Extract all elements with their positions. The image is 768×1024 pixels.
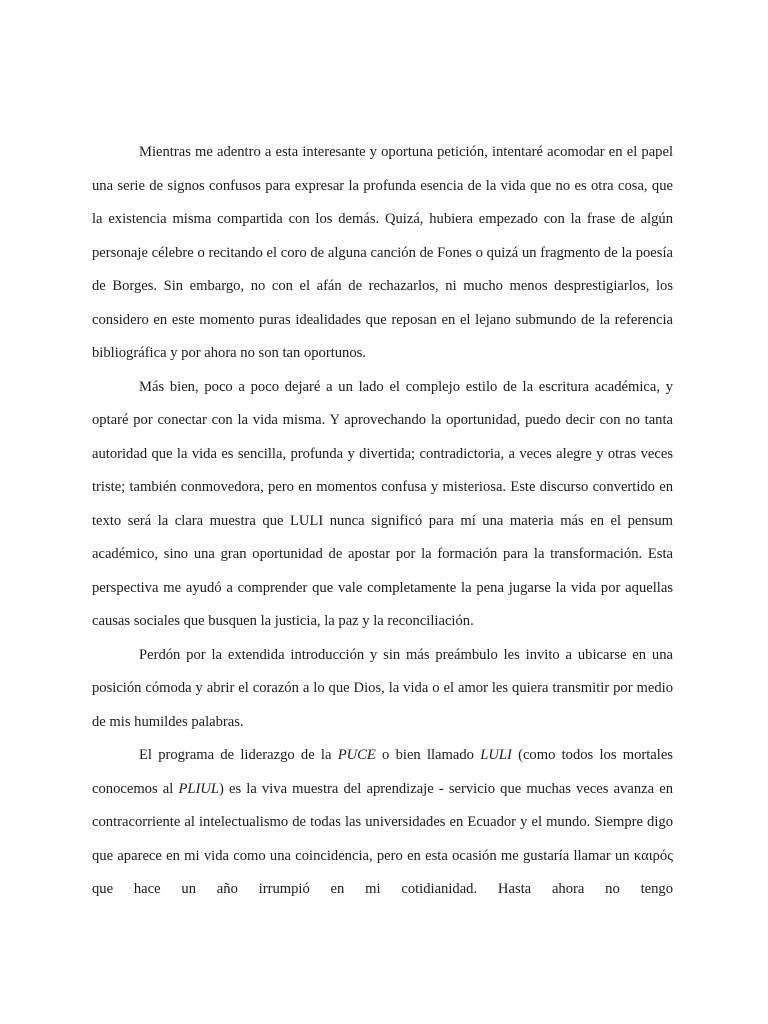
pliul-italic: PLIUL: [178, 780, 219, 797]
paragraph-4: [92, 739, 673, 907]
luli-italic: LULI: [480, 747, 512, 763]
paragraph-3: Perdón por la extendida introducción y sin más preámbulo les invito a ubicarse en una posición cómoda y abrir el corazón a lo que Dios, la vida o el amor les quiera transmitir por medio de mis humildes palabras.: [92, 646, 673, 730]
paragraph-2: Más bien, poco a poco dejaré a un lado el complejo estilo de la escritura académica, y optaré por conectar con la vida misma. Y aprovechando la oportunidad, puedo decir con no tanta autoridad que la vida es sencilla, profunda y divertida; contradictoria, a veces alegre y otras veces triste; también conmovedora, pero en momentos confusa y misteriosa. Este discurso convertido en texto será la clara muestra que LULI nunca significó para mí una materia más en el pensum académico, sino una gran oportunidad de apostar por la formación para la transformación. Esta perspectiva me ayudó a comprender que vale completamente la pena jugarse la vida por aquellas causas sociales que busquen la justicia, la paz y la reconciliación.: [92, 378, 673, 629]
paragraph-4-text: o bien llamado: [375, 747, 481, 763]
paragraph-1: Mientras me adentro a esta interesante y oportuna petición, intentaré acomodar en el papel una serie de signos confusos para expresar la profunda esencia de la vida que no es otra cosa, que la existencia misma compartida con los demás. Quizá, hubiera empezado con la frase de algún personaje célebre o recitando el coro de alguna canción de Fones o quizá un fragmento de la poesía de Borges. Sin embargo, no con el afán de rechazarlos, ni mucho menos desprestigiarlos, los considero en este momento puras idealidades que reposan en el lejano submundo de la referencia bibliográfica y por ahora no son tan oportunos.: [92, 144, 673, 361]
paragraph-4-text: (como todos los mortales conocemos al: [92, 747, 673, 797]
paragraph-4-text: ) es la viva muestra del aprendizaje - servicio que muchas veces avanza en contracorriente al intelectualismo de todas las universidades en Ecuador y el mundo. Siempre digo que aparece en mi vida como una coincidencia, pero en esta ocasión me gustaría llamar un καιρός que hace un año irrumpió en mi cotidianidad. Hasta ahora no tengo: [92, 780, 673, 897]
paragraph-4-text: El programa de liderazgo de la: [139, 747, 338, 763]
document-body: [92, 136, 673, 907]
puce-italic: PUCE: [337, 747, 376, 763]
